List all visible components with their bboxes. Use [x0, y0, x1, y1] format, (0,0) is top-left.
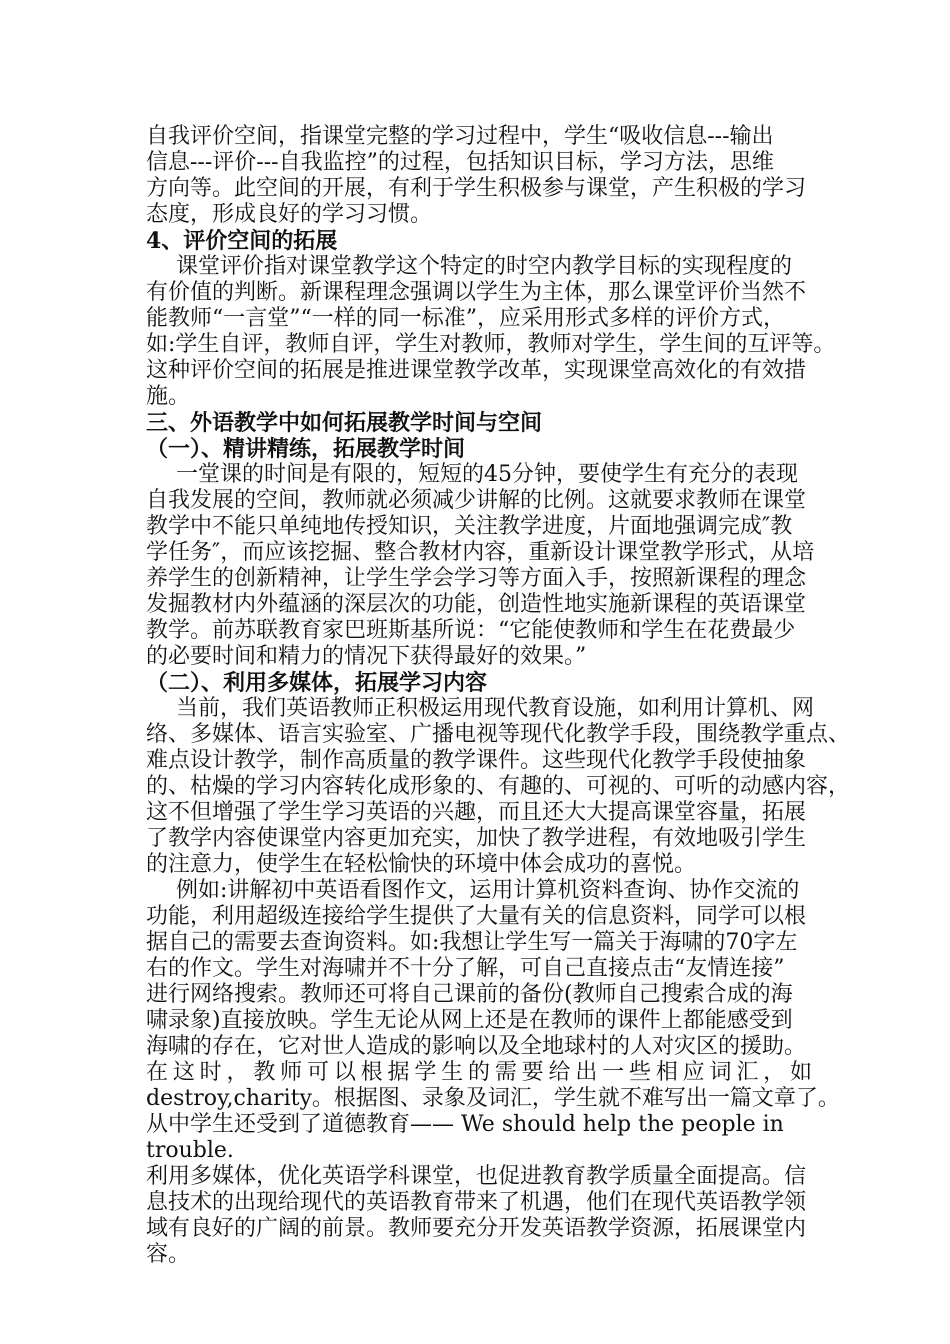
paragraph-line: 自我发展的空间，教师就必须减少讲解的比例。这就要求教师在课堂 [146, 488, 807, 513]
paragraph-line: 这种评价空间的拓展是推进课堂教学改革，实现课堂高效化的有效措 [146, 358, 807, 383]
paragraph-line: 自我评价空间，指课堂完整的学习过程中，学生“吸收信息---输出 [146, 124, 774, 149]
subsection-heading: （一）、精讲精练，拓展教学时间 [146, 436, 466, 462]
paragraph-line: 发掘教材内外蕴涵的深层次的功能，创造性地实施新课程的英语课堂 [146, 592, 807, 617]
paragraph-line: 啸录象)直接放映。学生无论从网上还是在教师的课件上都能感受到 [146, 1008, 793, 1033]
section-heading: 4、评价空间的拓展 [146, 228, 338, 254]
paragraph-line: 域有良好的广阔的前景。教师要充分开发英语教学资源，拓展课堂内 [146, 1216, 807, 1241]
paragraph-line: 利用多媒体，优化英语学科课堂，也促进教育教学质量全面提高。信 [146, 1164, 807, 1189]
paragraph-line: 态度，形成良好的学习习惯。 [146, 202, 433, 227]
paragraph-line: 一堂课的时间是有限的，短短的45分钟，要使学生有充分的表现 [176, 462, 798, 487]
paragraph-line: trouble. [146, 1138, 234, 1163]
paragraph-line: 从中学生还受到了道德教育—— We should help the people in [146, 1112, 784, 1137]
paragraph-line: 的、枯燥的学习内容转化成形象的、有趣的、可视的、可听的动感内容， [146, 774, 851, 799]
paragraph-line: 进行网络搜索。教师还可将自己课前的备份(教师自己搜索合成的海 [146, 982, 793, 1007]
paragraph-line: 海啸的存在，它对世人造成的影响以及全地球村的人对灾区的援助。 [146, 1034, 807, 1059]
chapter-heading: 三、外语教学中如何拓展教学时间与空间 [146, 410, 543, 436]
paragraph-line: 功能，利用超级连接给学生提供了大量有关的信息资料，同学可以根 [146, 904, 807, 929]
paragraph-line: 如:学生自评，教师自评，学生对教师，教师对学生，学生间的互评等。 [146, 332, 836, 357]
paragraph-line: 据自己的需要去查询资料。如:我想让学生写一篇关于海啸的70字左 [146, 930, 798, 955]
paragraph-line: destroy,charity。根据图、录象及词汇，学生就不难写出一篇文章了。 [146, 1086, 840, 1111]
paragraph-line: 络、多媒体、语言实验室、广播电视等现代化教学手段，围绕教学重点、 [146, 722, 851, 747]
paragraph-line: 在这时，教师可以根据学生的需要给出一些相应词汇，如 [146, 1060, 812, 1085]
paragraph-line: 例如:讲解初中英语看图作文，运用计算机资料查询、协作交流的 [176, 878, 800, 903]
paragraph-line: 教学。前苏联教育家巴班斯基所说：“它能使教师和学生在花费最少 [146, 618, 796, 643]
paragraph-line: 了教学内容使课堂内容更加充实，加快了教学进程，有效地吸引学生 [146, 826, 807, 851]
subsection-heading: （二）、利用多媒体，拓展学习内容 [146, 670, 488, 696]
paragraph-line: 息技术的出现给现代的英语教育带来了机遇，他们在现代英语教学领 [146, 1190, 807, 1215]
paragraph-line: 这不但增强了学生学习英语的兴趣，而且还大大提高课堂容量，拓展 [146, 800, 807, 825]
paragraph-line: 能教师“一言堂”“一样的同一标准”，应采用形式多样的评价方式， [146, 306, 785, 331]
paragraph-line: 教学中不能只单纯地传授知识，关注教学进度，片面地强调完成″教 [146, 514, 793, 539]
paragraph-line: 养学生的创新精神，让学生学会学习等方面入手，按照新课程的理念 [146, 566, 807, 591]
paragraph-line: 难点设计教学，制作高质量的教学课件。这些现代化教学手段使抽象 [146, 748, 807, 773]
paragraph-line: 方向等。此空间的开展，有利于学生积极参与课堂，产生积极的学习 [146, 176, 807, 201]
paragraph-line: 当前，我们英语教师正积极运用现代教育设施，如利用计算机、网 [176, 696, 815, 721]
paragraph-line: 有价值的判断。新课程理念强调以学生为主体，那么课堂评价当然不 [146, 280, 807, 305]
paragraph-line: 施。 [146, 384, 191, 409]
paragraph-line: 的必要时间和精力的情况下获得最好的效果。” [146, 644, 587, 669]
paragraph-line: 容。 [146, 1242, 191, 1267]
paragraph-line: 右的作文。学生对海啸并不十分了解，可自己直接点击“友情连接” [146, 956, 785, 981]
paragraph-line: 信息---评价---自我监控”的过程，包括知识目标，学习方法，思维 [146, 150, 774, 175]
document-body [146, 124, 851, 1268]
paragraph-line: 学任务″，而应该挖掘、整合教材内容，重新设计课堂教学形式，从培 [146, 540, 815, 565]
paragraph-line: 课堂评价指对课堂教学这个特定的时空内教学目标的实现程度的 [176, 254, 793, 279]
paragraph-line: 的注意力，使学生在轻松愉快的环境中体会成功的喜悦。 [146, 852, 697, 877]
